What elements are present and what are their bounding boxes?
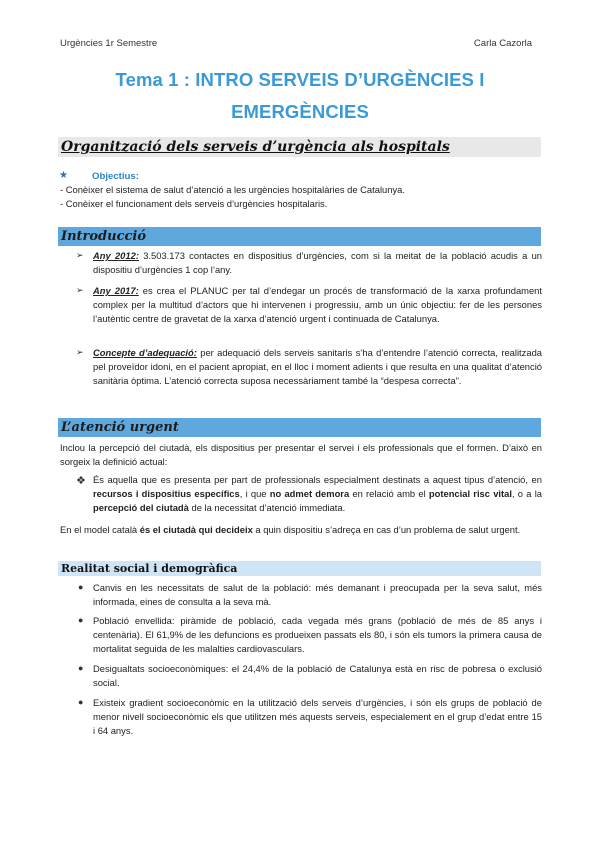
def-text: , o a la bbox=[511, 488, 542, 500]
def-bold: potencial risc vital bbox=[428, 488, 512, 500]
intro-text: 3.503.173 contactes en dispositius d’urgències, com si la meitat de la població acudis a un dispositiu d’urgències 1 cop l’any. bbox=[93, 250, 543, 276]
social-item: Canvis en les necessitats de salut de la població: més demanant i preocupada per la seva salut, més informada, eines de consulta a la seva mà. bbox=[93, 582, 542, 608]
dot-bullet-icon: ● bbox=[78, 663, 84, 673]
arrow-bullet-icon: ➢ bbox=[76, 347, 84, 357]
intro-item-2012 bbox=[93, 249, 542, 277]
social-item: Població envellida: piràmide de població, cada vegada més grans (població de més de 85 anys i centenària). El 61,9% de les defuncions es produeixen passats els 80, i són els tumors la primera causa de mortalitat seguida de les malalties cardiovasculars. bbox=[93, 615, 542, 655]
objective-item: - Conèixer el sistema de salut d’atenció a les urgències hospitalàries de Catalunya. bbox=[60, 184, 405, 195]
dot-bullet-icon: ● bbox=[78, 615, 84, 625]
section-heading-main: Organització dels serveis d’urgència als hospitals bbox=[58, 137, 541, 157]
objective-item: - Conèixer el funcionament dels serveis d’urgències hospitalaris. bbox=[60, 198, 328, 209]
header-right: Carla Cazorla bbox=[473, 38, 532, 49]
def-bold: no admet demora bbox=[269, 488, 350, 500]
def-bold: recursos i dispositius específics bbox=[93, 488, 240, 500]
page-title bbox=[40, 64, 560, 128]
objectives-label: Objectius: bbox=[92, 171, 139, 182]
star-icon: ★ bbox=[59, 170, 68, 181]
dot-bullet-icon: ● bbox=[78, 697, 84, 707]
urgent-definition bbox=[93, 473, 542, 516]
model-text: a quin dispositiu s’adreça en cas d’un problema de salut urgent. bbox=[252, 524, 521, 535]
intro-term: Concepte d’adequació: bbox=[93, 347, 197, 358]
model-bold: és el ciutadà qui decideix bbox=[139, 524, 253, 535]
header-left: Urgències 1r Semestre bbox=[60, 38, 158, 49]
diamond-bullet-icon: ❖ bbox=[76, 475, 86, 487]
def-text: , i que bbox=[239, 488, 270, 500]
def-text: És aquella que es presenta per part de professionals especialment destinats a aquest tipus d’atenció, en bbox=[93, 474, 542, 485]
intro-term: Any 2017: bbox=[93, 285, 139, 296]
social-item: Desigualtats socioeconòmiques: el 24,4% de la població de Catalunya està en risc de pobresa o exclusió social. bbox=[93, 663, 542, 689]
model-text: En el model català bbox=[60, 524, 140, 535]
intro-term: Any 2012: bbox=[93, 250, 139, 261]
intro-item-2017 bbox=[93, 284, 542, 327]
title-line-2: EMERGÈNCIES bbox=[231, 101, 369, 122]
title-line-1: Tema 1 : INTRO SERVEIS D’URGÈNCIES I bbox=[115, 69, 485, 90]
urgent-intro-paragraph: Inclou la percepció del ciutadà, els dispositius per presentar el servei i els professionals que el formen. D’això en sorgeix la definició actual: bbox=[60, 442, 542, 468]
intro-item-adequacio bbox=[93, 346, 542, 389]
social-item: Existeix gradient socioeconòmic en la utilització dels serveis d’urgències, i són els grups de població de menor nivell socioeconòmic els que utilitzen més aquests serveis, especialement en el grup d’edat entre 15 i 64 anys. bbox=[93, 697, 542, 737]
def-text: de la necessitat d’atenció immediata. bbox=[188, 502, 346, 514]
urgent-model-paragraph bbox=[60, 523, 542, 537]
intro-text: es crea el PLANUC per tal d’endegar un procés de transformació de la xarxa profundament complex per la multitud d’actors que hi intervenen i progressiu, amb un únic objectiu: fer de les persones l’autèntic centre de gravetat de la xarxa d’atenció urgent i continuada de Catalunya. bbox=[93, 285, 542, 325]
section-heading-introduccio: Introducció bbox=[58, 227, 541, 246]
dot-bullet-icon: ● bbox=[78, 582, 84, 592]
def-bold: percepció del ciutadà bbox=[93, 502, 189, 514]
def-text: en relació amb el bbox=[349, 488, 429, 500]
arrow-bullet-icon: ➢ bbox=[76, 285, 84, 295]
section-heading-realitat-social: Realitat social i demogràfica bbox=[58, 561, 541, 576]
intro-text: per adequació dels serveis sanitaris s’ha d’entendre l’atenció correcta, realitzada pel proveïdor idoni, en el pacient apropiat, en el lloc i moment adients i que resulta en una qualitat d’atenció sanitària òptima. L’atenció correcta suposa necessàriament també la “despesa correcta”. bbox=[93, 347, 542, 387]
arrow-bullet-icon: ➢ bbox=[76, 250, 84, 260]
section-heading-atencio-urgent: L’atenció urgent bbox=[58, 418, 541, 437]
